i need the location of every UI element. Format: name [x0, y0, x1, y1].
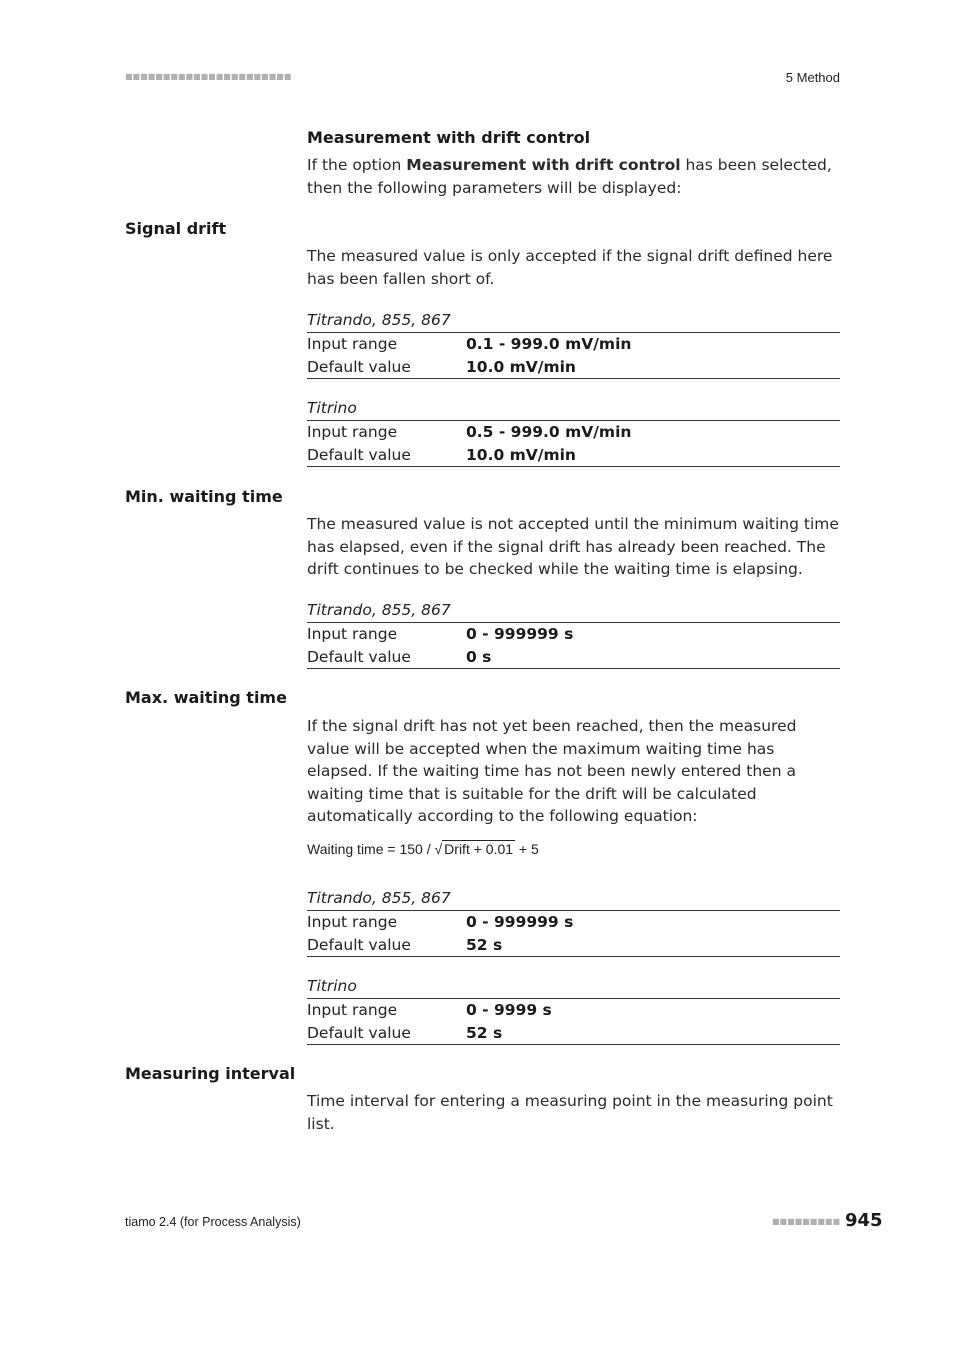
row-key: Default value	[307, 647, 411, 666]
min-waiting-time-description: The measured value is not accepted until the minimum waiting time has elapsed, even if the signal drift has already been reached. The drift continues to be checked while the waiting time is elapsing.	[307, 515, 839, 578]
table-caption: Titrino	[307, 397, 840, 421]
row-value: 0 s	[466, 647, 492, 666]
row-value: 0 - 999999 s	[466, 625, 574, 643]
row-value: 52 s	[466, 1023, 503, 1042]
signal-drift-table-titrando	[307, 309, 840, 379]
table-row	[307, 934, 840, 958]
footer-product-name: tiamo 2.4 (for Process Analysis)	[125, 1215, 301, 1229]
row-value: 52 s	[466, 935, 503, 954]
table-row	[307, 999, 840, 1022]
param-label-signal-drift: Signal drift	[125, 219, 227, 238]
equation-left: Waiting time = 150 /	[307, 841, 435, 857]
row-key: Default value	[307, 357, 411, 376]
intro-bold: Measurement with drift control	[406, 156, 681, 174]
header-decoration: ■■■■■■■■■■■■■■■■■■■■■■	[125, 72, 292, 81]
param-label-measuring-interval: Measuring interval	[125, 1064, 296, 1083]
table-caption: Titrando, 855, 867	[307, 599, 840, 623]
param-label-max-waiting-time: Max. waiting time	[125, 688, 287, 707]
row-value: 0 - 999999 s	[466, 913, 574, 931]
row-key: Input range	[307, 1001, 398, 1019]
table-row	[307, 623, 840, 646]
table-row	[307, 1022, 840, 1046]
signal-drift-table-titrino	[307, 397, 840, 467]
table-caption: Titrando, 855, 867	[307, 309, 840, 333]
row-value: 0 - 9999 s	[466, 1001, 552, 1019]
max-waiting-time-table-titrino	[307, 975, 840, 1045]
row-key: Default value	[307, 935, 411, 954]
row-key: Input range	[307, 423, 398, 441]
footer-decoration: ■■■■■■■■■	[772, 1217, 841, 1226]
row-value: 0.1 - 999.0 mV/min	[466, 335, 632, 353]
table-row	[307, 421, 840, 444]
signal-drift-description: The measured value is only accepted if the signal drift defined here has been fallen short of.	[307, 247, 833, 288]
intro-pre: If the option	[307, 156, 407, 174]
table-row	[307, 444, 840, 468]
table-caption: Titrando, 855, 867	[307, 887, 840, 911]
row-value: 0.5 - 999.0 mV/min	[466, 423, 632, 441]
max-waiting-time-description: If the signal drift has not yet been reached, then the measured value will be accepted when the maximum waiting time has elapsed. If the waiting time has not been newly entered then a waiting time that is suitable for the drift will be calculated automatically according to the following equation:	[307, 717, 797, 825]
intro-post: has been selected, then the following parameters will be displayed:	[307, 156, 832, 197]
row-key: Input range	[307, 913, 398, 931]
row-key: Default value	[307, 1023, 411, 1042]
equation-right: + 5	[515, 841, 539, 857]
section-heading: Measurement with drift control	[307, 128, 591, 147]
table-row	[307, 333, 840, 356]
measuring-interval-description: Time interval for entering a measuring point in the measuring point list.	[307, 1092, 833, 1133]
table-row	[307, 646, 840, 670]
row-value: 10.0 mV/min	[466, 445, 576, 464]
row-value: 10.0 mV/min	[466, 357, 576, 376]
row-key: Input range	[307, 335, 398, 353]
intro-paragraph	[307, 154, 840, 199]
max-waiting-time-table-titrando	[307, 887, 840, 957]
equation-radicand: Drift + 0.01	[444, 841, 514, 857]
table-caption: Titrino	[307, 975, 840, 999]
row-key: Default value	[307, 445, 411, 464]
waiting-time-equation	[307, 840, 539, 857]
table-row	[307, 356, 840, 380]
table-row	[307, 911, 840, 934]
sqrt-symbol: √	[434, 841, 443, 857]
param-label-min-waiting-time: Min. waiting time	[125, 487, 283, 506]
header-section-title: 5 Method	[785, 70, 840, 85]
page-number: 945	[845, 1210, 883, 1231]
min-waiting-time-table-titrando	[307, 599, 840, 669]
row-key: Input range	[307, 625, 398, 643]
